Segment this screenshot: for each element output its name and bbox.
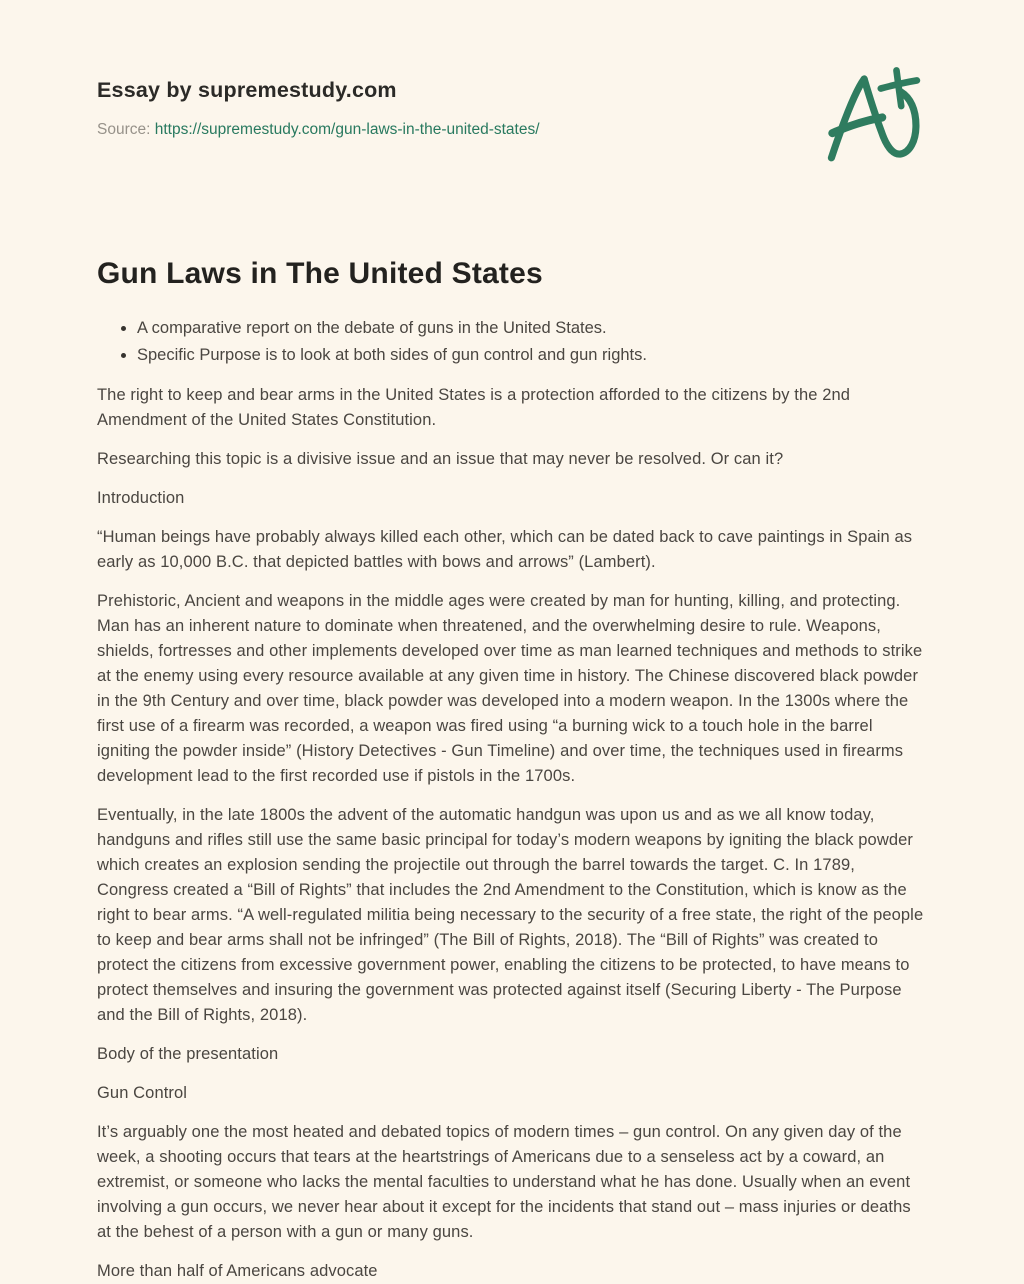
page-title: Gun Laws in The United States xyxy=(97,257,543,290)
byline: Essay by supremestudy.com xyxy=(97,78,397,102)
paragraph: Researching this topic is a divisive issue and an issue that may never be resolved. Or can it? xyxy=(97,450,784,468)
section-heading-gun-control: Gun Control xyxy=(97,1084,188,1102)
paragraph: Eventually, in the late 1800s the advent of the automatic handgun was upon us and as we all know today, handguns and rifles still use the same basic principal for today’s modern weapons by igniting the black powder which creates an explosion sending the projectile out through the barrel towards the target. C. In 1789, Congress created a “Bill of Rights” that includes the 2nd Amendment to the Constitution, which is know as the right to bear arms. “A well-regulated militia being necessary to the security of a free state, the right of the people to keep and bear arms shall not be infringed” (The Bill of Rights, 2018). The “Bill of Rights” was created to protect the citizens from excessive government power, enabling the citizens to be protected, to have means to protect themselves and insuring the government was protected against itself (Securing Liberty - The Purpose and the Bill of Rights, 2018). xyxy=(97,806,924,1024)
document-header xyxy=(97,78,927,140)
paragraph: It’s arguably one the most heated and debated topics of modern times – gun control. On any given day of the week, a shooting occurs that tears at the heartstrings of Americans due to a senseless act by a coward, an extremist, or someone who lacks the mental faculties to understand what he has done. Usually when an event involving a gun occurs, we never hear about it except for the incidents that stand out – mass injuries or deaths at the behest of a person with a gun or many guns. xyxy=(97,1123,911,1241)
essay-body xyxy=(97,383,927,1284)
summary-bullet-list xyxy=(97,315,927,369)
source-label: Source: xyxy=(97,121,151,138)
list-item: Specific Purpose is to look at both sides of gun control and gun rights. xyxy=(97,342,927,369)
section-heading-body: Body of the presentation xyxy=(97,1045,279,1063)
paragraph: Prehistoric, Ancient and weapons in the middle ages were created by man for hunting, killing, and protecting. Man has an inherent nature to dominate when threatened, and the overwhelming desire to rule. Weapons, shields, fortresses and other implements developed over time as man learned techniques and methods to strike at the enemy using every resource available at any given time in history. The Chinese discovered black powder in the 9th Century and over time, black powder was developed into a modern weapon. In the 1300s where the first use of a firearm was recorded, a weapon was fired using “a burning wick to a touch hole in the barrel igniting the powder inside” (History Detectives - Gun Timeline) and over time, the techniques used in firearms development lead to the first recorded use if pistols in the 1700s. xyxy=(97,592,923,785)
section-heading-introduction: Introduction xyxy=(97,489,185,507)
source-row xyxy=(97,120,927,140)
paragraph: More than half of Americans advocate xyxy=(97,1262,378,1280)
paragraph: The right to keep and bear arms in the United States is a protection afforded to the citizens by the 2nd Amendment of the United States Constitution. xyxy=(97,386,851,429)
a-plus-logo-icon xyxy=(820,60,934,174)
paragraph: “Human beings have probably always killed each other, which can be dated back to cave paintings in Spain as early as 10,000 B.C. that depicted battles with bows and arrows” (Lambert). xyxy=(97,528,913,571)
list-item: A comparative report on the debate of guns in the United States. xyxy=(97,315,927,342)
source-link[interactable]: https://supremestudy.com/gun-laws-in-the-united-states/ xyxy=(154,121,540,138)
